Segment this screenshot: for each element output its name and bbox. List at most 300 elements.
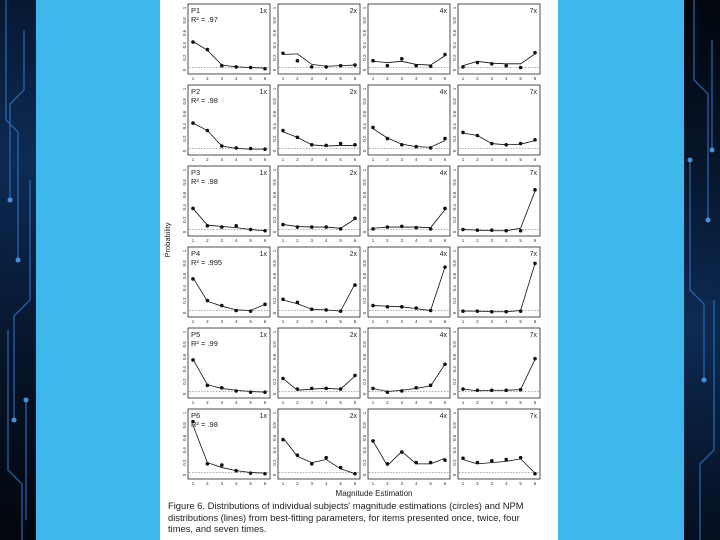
estimate-point [220, 304, 224, 308]
y-tick-label: 0.6 [452, 191, 457, 198]
estimate-point [281, 438, 285, 442]
x-tick-label: 1 [191, 400, 195, 405]
x-tick-label: 6 [263, 481, 267, 486]
panel-frame [278, 247, 360, 317]
y-tick-label: 0 [182, 311, 187, 315]
y-tick-label: 0.8 [452, 98, 457, 105]
x-tick-label: 2 [386, 76, 389, 81]
y-tick-label: 0.4 [182, 42, 187, 49]
x-tick-label: 5 [429, 157, 432, 162]
x-tick-label: 6 [443, 76, 447, 81]
panel-frame [368, 409, 450, 479]
estimate-point [191, 121, 195, 125]
x-tick-label: 5 [429, 481, 432, 486]
y-tick-label: 0.2 [272, 216, 277, 223]
y-tick-label: 0.8 [272, 179, 277, 186]
y-tick-label: 0 [452, 230, 457, 234]
x-tick-label: 2 [386, 400, 389, 405]
x-tick-label: 2 [476, 319, 479, 324]
estimate-point [296, 136, 300, 140]
y-tick-label: 0.6 [182, 191, 187, 198]
x-tick-label: 3 [310, 319, 314, 324]
presentation-label: 7x [529, 413, 537, 420]
y-tick-label: 1 [272, 168, 277, 172]
y-tick-label: 0 [452, 311, 457, 315]
y-tick-label: 0.2 [452, 297, 457, 304]
x-tick-label: 1 [191, 157, 195, 162]
x-tick-label: 5 [249, 76, 252, 81]
y-tick-label: 1 [452, 249, 457, 253]
x-tick-label: 5 [339, 319, 342, 324]
y-tick-label: 0.2 [182, 135, 187, 142]
x-tick-label: 3 [220, 157, 224, 162]
x-tick-label: 2 [206, 400, 209, 405]
estimate-point [476, 388, 480, 392]
r-squared-label: R² = .97 [191, 15, 218, 24]
x-tick-label: 3 [490, 76, 494, 81]
x-tick-label: 3 [310, 400, 314, 405]
x-tick-label: 6 [263, 238, 267, 243]
right-circuit-background [684, 0, 720, 540]
y-tick-label: 0.2 [452, 135, 457, 142]
estimate-point [533, 262, 537, 266]
x-tick-label: 2 [206, 76, 209, 81]
x-tick-label: 6 [443, 238, 447, 243]
subject-label: P2 [191, 87, 201, 96]
estimate-point [234, 224, 238, 228]
npm-line [373, 364, 445, 391]
estimate-point [324, 456, 328, 460]
estimate-point [400, 450, 404, 454]
y-tick-label: 0.4 [272, 204, 277, 211]
r-squared-label: R² = .98 [191, 177, 218, 186]
x-tick-label: 4 [414, 76, 418, 81]
x-tick-label: 2 [296, 238, 299, 243]
panel-P3-7x [452, 166, 540, 243]
presentation-label: 7x [529, 332, 537, 339]
y-tick-label: 0 [272, 473, 277, 477]
x-tick-label: 4 [234, 157, 238, 162]
npm-line [373, 210, 445, 229]
y-tick-label: 0.2 [452, 216, 457, 223]
x-tick-label: 2 [206, 238, 209, 243]
npm-line [193, 208, 265, 230]
estimate-point [234, 146, 238, 150]
x-tick-label: 6 [353, 319, 357, 324]
y-tick-label: 0.8 [182, 260, 187, 267]
estimate-point [461, 131, 465, 135]
estimate-point [310, 307, 314, 311]
npm-line [283, 219, 355, 228]
estimate-point [324, 144, 328, 148]
presentation-label: 2x [349, 89, 357, 96]
x-tick-label: 4 [324, 157, 328, 162]
estimate-point [490, 388, 494, 392]
presentation-label: 4x [439, 413, 447, 420]
estimate-point [386, 64, 390, 68]
x-tick-label: 1 [281, 157, 285, 162]
x-tick-label: 5 [519, 400, 522, 405]
x-tick-label: 2 [386, 481, 389, 486]
npm-line [283, 54, 355, 66]
x-tick-label: 1 [281, 400, 285, 405]
npm-line [283, 284, 355, 311]
estimate-point [220, 64, 224, 68]
panel-P3-2x [272, 166, 360, 243]
estimate-point [386, 225, 390, 229]
y-tick-label: 0.4 [272, 447, 277, 454]
y-tick-label: 0.4 [272, 366, 277, 373]
estimate-point [414, 145, 418, 149]
x-tick-label: 6 [353, 481, 357, 486]
estimate-point [443, 362, 447, 366]
estimate-point [443, 458, 447, 462]
y-tick-label: 0.6 [272, 353, 277, 360]
estimate-point [414, 306, 418, 310]
presentation-label: 1x [259, 251, 267, 258]
y-tick-label: 0.8 [452, 260, 457, 267]
y-tick-label: 0.2 [362, 216, 367, 223]
panel-P3-4x [362, 166, 450, 243]
estimate-point [263, 303, 267, 307]
npm-line [463, 191, 535, 231]
x-tick-label: 4 [234, 76, 238, 81]
x-tick-label: 3 [400, 157, 404, 162]
panel-P5-7x [452, 328, 540, 405]
estimate-point [191, 40, 195, 44]
estimate-point [519, 66, 523, 70]
estimate-point [353, 283, 357, 287]
x-tick-label: 1 [371, 481, 375, 486]
x-tick-label: 4 [324, 319, 328, 324]
y-tick-label: 0.6 [182, 353, 187, 360]
presentation-label: 4x [439, 332, 447, 339]
y-tick-label: 1 [182, 411, 187, 415]
y-tick-label: 1 [452, 411, 457, 415]
estimate-point [533, 472, 537, 476]
estimate-point [249, 309, 253, 313]
x-tick-label: 5 [339, 76, 342, 81]
estimate-point [371, 59, 375, 63]
panel-frame [368, 4, 450, 74]
estimate-point [281, 129, 285, 133]
estimate-point [234, 65, 238, 69]
estimate-point [324, 65, 328, 69]
x-tick-label: 1 [371, 157, 375, 162]
y-tick-label: 0.8 [182, 98, 187, 105]
estimate-point [206, 129, 210, 133]
npm-line [463, 54, 535, 66]
y-tick-label: 1 [452, 330, 457, 334]
estimate-point [519, 388, 523, 392]
y-tick-label: 1 [452, 6, 457, 10]
estimate-point [339, 227, 343, 231]
y-tick-label: 0.8 [452, 341, 457, 348]
estimate-point [519, 309, 523, 313]
estimate-point [386, 390, 390, 394]
estimate-point [339, 387, 343, 391]
y-tick-label: 0.8 [272, 260, 277, 267]
estimate-point [234, 389, 238, 393]
estimate-point [324, 387, 328, 391]
x-tick-label: 4 [414, 481, 418, 486]
estimate-point [310, 225, 314, 229]
estimate-point [263, 67, 267, 71]
estimate-point [220, 144, 224, 148]
x-tick-label: 6 [353, 400, 357, 405]
estimate-point [533, 138, 537, 142]
estimate-point [414, 226, 418, 230]
x-tick-label: 3 [400, 319, 404, 324]
x-tick-label: 3 [490, 400, 494, 405]
x-tick-label: 1 [371, 76, 375, 81]
estimate-point [206, 224, 210, 228]
estimate-point [429, 384, 433, 388]
estimate-point [249, 228, 253, 232]
x-tick-label: 6 [263, 157, 267, 162]
y-tick-label: 0 [362, 149, 367, 153]
panel-P3-1x [182, 166, 270, 243]
x-tick-label: 2 [476, 481, 479, 486]
y-tick-label: 0.2 [182, 216, 187, 223]
y-tick-label: 0.4 [362, 366, 367, 373]
caption-line-2: distributions (lines) from best-fitting parameters, for items presented once, twice, four [168, 511, 520, 523]
npm-line [193, 278, 265, 311]
panel-frame [368, 166, 450, 236]
estimate-point [191, 358, 195, 362]
y-tick-label: 0 [272, 68, 277, 72]
x-tick-label: 6 [533, 238, 537, 243]
y-tick-label: 0 [452, 392, 457, 396]
y-tick-label: 0.2 [182, 54, 187, 61]
panel-P6-4x [362, 409, 450, 486]
subject-label: P5 [191, 330, 201, 339]
panel-frame [458, 409, 540, 479]
y-tick-label: 0.8 [272, 98, 277, 105]
estimate-point [443, 207, 447, 211]
estimate-point [263, 229, 267, 233]
y-tick-label: 0 [272, 149, 277, 153]
estimate-point [490, 310, 494, 314]
y-tick-label: 1 [182, 249, 187, 253]
x-tick-label: 2 [296, 76, 299, 81]
estimate-point [461, 228, 465, 232]
y-tick-label: 0.4 [452, 204, 457, 211]
y-tick-label: 0.4 [182, 447, 187, 454]
y-tick-label: 0.2 [272, 378, 277, 385]
y-tick-label: 0.8 [452, 17, 457, 24]
y-tick-label: 0 [272, 311, 277, 315]
subject-label: P6 [191, 411, 201, 420]
estimate-point [400, 57, 404, 61]
subject-label: P3 [191, 168, 201, 177]
estimate-point [206, 384, 210, 388]
estimate-point [296, 59, 300, 63]
y-tick-label: 0.4 [272, 42, 277, 49]
x-tick-label: 3 [400, 400, 404, 405]
y-tick-label: 0.2 [362, 378, 367, 385]
npm-line [193, 41, 265, 68]
npm-line [463, 133, 535, 145]
x-tick-label: 6 [353, 76, 357, 81]
presentation-label: 1x [259, 332, 267, 339]
y-tick-label: 0.8 [182, 341, 187, 348]
panel-P6-7x [452, 409, 540, 486]
x-tick-label: 5 [429, 400, 432, 405]
x-tick-label: 4 [234, 481, 238, 486]
y-tick-label: 0 [182, 230, 187, 234]
y-tick-label: 0.8 [182, 179, 187, 186]
y-tick-label: 0 [182, 68, 187, 72]
x-tick-label: 6 [533, 319, 537, 324]
estimate-point [386, 305, 390, 309]
estimate-point [191, 277, 195, 281]
y-tick-label: 0.4 [182, 123, 187, 130]
npm-line [193, 123, 265, 149]
y-tick-label: 0 [362, 392, 367, 396]
x-tick-label: 4 [324, 400, 328, 405]
estimate-point [191, 207, 195, 211]
x-tick-label: 6 [353, 157, 357, 162]
presentation-label: 7x [529, 251, 537, 258]
y-tick-label: 0.6 [362, 29, 367, 36]
presentation-label: 1x [259, 8, 267, 15]
caption-line-3: times, and seven times. [168, 523, 267, 534]
estimate-point [339, 466, 343, 470]
x-tick-label: 5 [249, 157, 252, 162]
estimate-point [461, 387, 465, 391]
y-tick-label: 0.6 [452, 29, 457, 36]
estimate-point [339, 309, 343, 313]
x-tick-label: 6 [263, 319, 267, 324]
x-tick-label: 5 [429, 319, 432, 324]
x-tick-label: 2 [476, 76, 479, 81]
estimate-point [504, 310, 508, 314]
x-tick-label: 6 [263, 76, 267, 81]
npm-line [373, 129, 445, 148]
x-tick-label: 2 [386, 238, 389, 243]
y-tick-label: 0.8 [452, 179, 457, 186]
x-tick-label: 2 [206, 481, 209, 486]
y-tick-label: 0.2 [182, 297, 187, 304]
estimate-point [353, 472, 357, 476]
y-tick-label: 0.8 [362, 179, 367, 186]
presentation-label: 2x [349, 8, 357, 15]
x-tick-label: 4 [324, 238, 328, 243]
y-tick-label: 0.6 [182, 434, 187, 441]
y-tick-label: 0.8 [452, 422, 457, 429]
estimate-point [490, 142, 494, 146]
estimate-point [476, 309, 480, 313]
estimate-point [234, 309, 238, 313]
y-tick-label: 1 [452, 87, 457, 91]
estimate-point [461, 309, 465, 313]
x-tick-label: 2 [386, 157, 389, 162]
x-tick-label: 2 [476, 238, 479, 243]
y-axis-label: Probability [163, 222, 172, 258]
estimate-point [353, 63, 357, 67]
y-tick-label: 0 [182, 149, 187, 153]
y-tick-label: 0.6 [362, 353, 367, 360]
y-tick-label: 0.4 [362, 285, 367, 292]
x-tick-label: 5 [339, 157, 342, 162]
y-tick-label: 0.8 [272, 341, 277, 348]
estimate-point [281, 223, 285, 227]
x-tick-label: 3 [220, 481, 224, 486]
npm-line [283, 438, 355, 474]
x-tick-label: 6 [443, 400, 447, 405]
estimate-point [429, 227, 433, 231]
y-tick-label: 0 [182, 392, 187, 396]
x-tick-label: 1 [191, 319, 195, 324]
x-tick-label: 3 [490, 238, 494, 243]
estimate-point [504, 143, 508, 147]
x-tick-label: 3 [310, 157, 314, 162]
y-tick-label: 0.8 [182, 422, 187, 429]
panel-frame [458, 166, 540, 236]
estimate-point [234, 469, 238, 473]
y-tick-label: 1 [272, 6, 277, 10]
npm-line [283, 132, 355, 146]
r-squared-label: R² = .98 [191, 420, 218, 429]
panel-frame [278, 4, 360, 74]
estimate-point [429, 64, 433, 68]
x-tick-label: 1 [461, 400, 465, 405]
y-tick-label: 0.6 [452, 353, 457, 360]
presentation-label: 2x [349, 170, 357, 177]
y-tick-label: 0.2 [182, 378, 187, 385]
x-tick-label: 6 [533, 76, 537, 81]
estimate-point [443, 265, 447, 269]
panel-P1-7x [452, 4, 540, 81]
y-tick-label: 0.6 [272, 191, 277, 198]
x-tick-label: 2 [296, 481, 299, 486]
x-tick-label: 4 [504, 400, 508, 405]
x-tick-label: 5 [519, 76, 522, 81]
y-tick-label: 0.6 [452, 272, 457, 279]
estimate-point [220, 386, 224, 390]
x-tick-label: 3 [220, 76, 224, 81]
estimate-point [533, 51, 537, 55]
estimate-point [263, 147, 267, 151]
estimate-point [339, 142, 343, 146]
estimate-point [249, 147, 253, 151]
x-tick-label: 3 [490, 481, 494, 486]
y-tick-label: 0 [362, 230, 367, 234]
npm-line [463, 459, 535, 473]
panel-frame [368, 328, 450, 398]
x-tick-label: 1 [281, 319, 285, 324]
subject-label: P4 [191, 249, 201, 258]
y-tick-label: 0.6 [272, 29, 277, 36]
y-tick-label: 0.4 [272, 123, 277, 130]
y-tick-label: 0.4 [362, 42, 367, 49]
y-tick-label: 0.8 [362, 260, 367, 267]
y-tick-label: 0.4 [272, 285, 277, 292]
x-tick-label: 3 [310, 76, 314, 81]
y-tick-label: 0 [362, 68, 367, 72]
y-tick-label: 0.8 [362, 98, 367, 105]
estimate-point [414, 64, 418, 68]
y-tick-label: 0 [362, 473, 367, 477]
x-tick-label: 4 [414, 400, 418, 405]
estimate-point [324, 308, 328, 312]
x-tick-label: 4 [504, 319, 508, 324]
y-tick-label: 0.4 [182, 366, 187, 373]
estimate-point [249, 471, 253, 475]
x-tick-label: 1 [371, 238, 375, 243]
estimate-point [249, 390, 253, 394]
